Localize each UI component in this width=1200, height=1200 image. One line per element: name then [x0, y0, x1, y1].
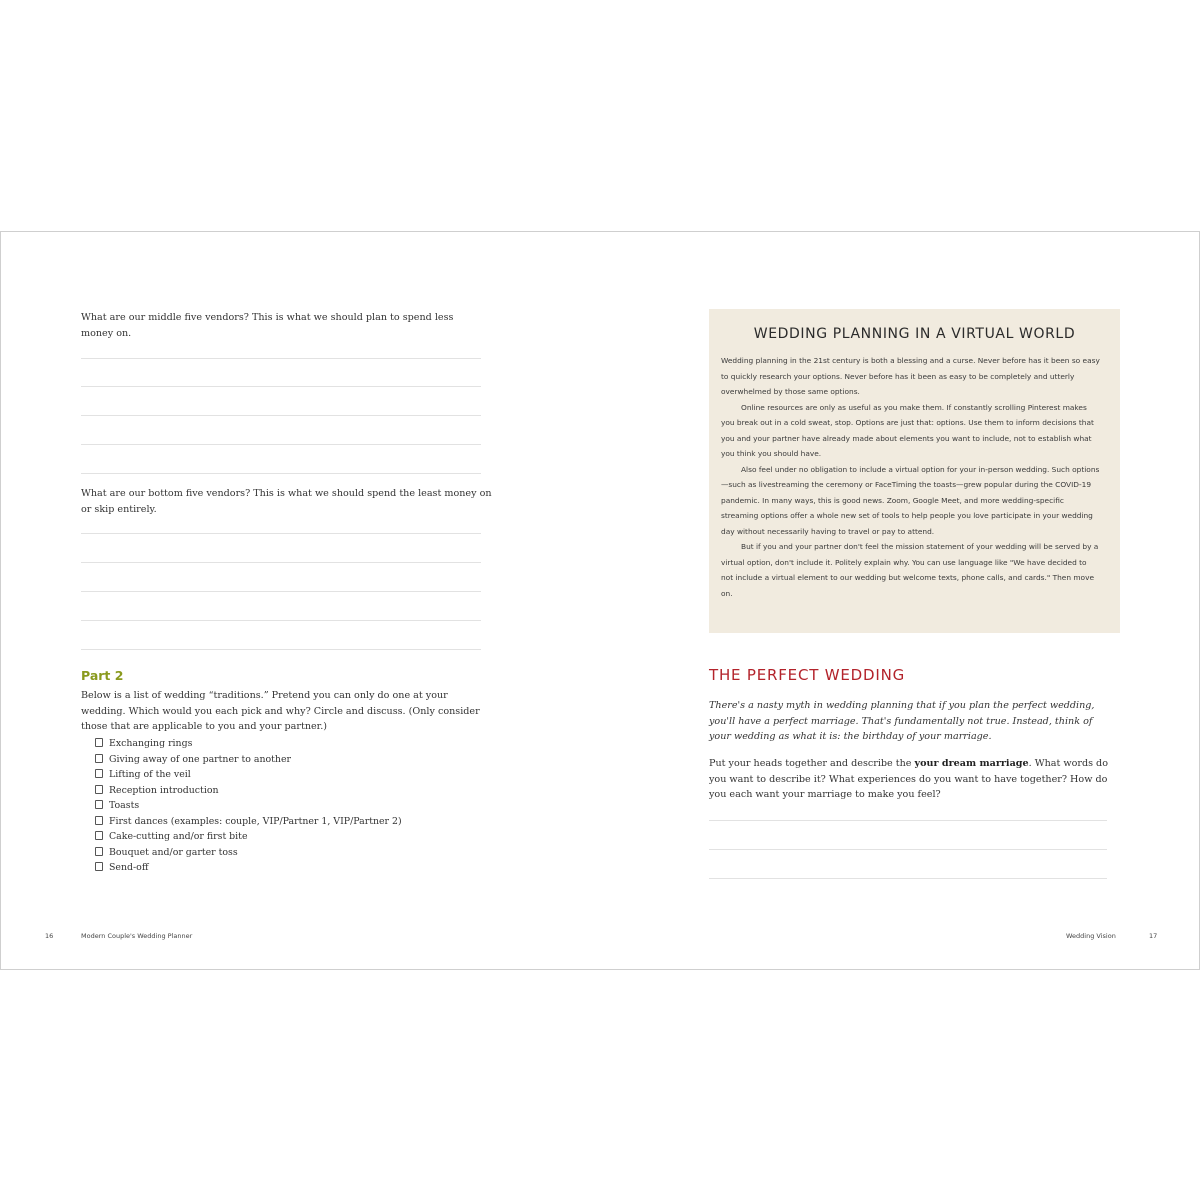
checklist-item[interactable]: Bouquet and/or garter toss [95, 845, 402, 861]
writing-line[interactable] [81, 473, 481, 474]
dream-marriage-prompt: Put your heads together and describe the your dream marriage. What words do you want to describe it? What experiences do you want to have together? How do you each want your marriage to make you feel? [709, 758, 1108, 800]
checkbox-icon[interactable] [95, 754, 103, 763]
checklist-item[interactable]: Exchanging rings [95, 736, 402, 752]
sidebar-paragraph: But if you and your partner don't feel the mission statement of your wedding will be served by a virtual option, don't include it. Politely explain why. You can use language like "We have decided to not include a virtual element to our wedding but welcome texts, phone calls, and cards." Then move on. [721, 542, 1099, 598]
page-number: 17 [1149, 932, 1158, 940]
writing-line[interactable] [81, 444, 481, 445]
book-spread [0, 231, 1200, 970]
writing-line[interactable] [709, 849, 1107, 850]
sidebar-title: WEDDING PLANNING IN A VIRTUAL WORLD [753, 326, 1076, 342]
writing-line[interactable] [81, 386, 481, 387]
writing-line[interactable] [81, 591, 481, 592]
page-number: 16 [45, 932, 54, 940]
checkbox-icon[interactable] [95, 847, 103, 856]
checklist-item[interactable]: Toasts [95, 798, 402, 814]
writing-line[interactable] [81, 620, 481, 621]
checklist-item[interactable]: Reception introduction [95, 783, 402, 799]
checklist-item[interactable]: Send-off [95, 860, 402, 876]
sidebar-body [721, 353, 1101, 601]
checkbox-icon[interactable] [95, 800, 103, 809]
running-footer: Wedding Vision [1066, 932, 1116, 940]
sidebar-paragraph: Online resources are only as useful as you make them. If constantly scrolling Pinterest makes you break out in a cold sweat, stop. Options are just that: options. Use them to inform decisions that you and your partner have already made about elements you want to include, not to establish what you think you should have. [721, 402, 1094, 458]
right-page [600, 232, 1199, 969]
checklist-item[interactable]: First dances (examples: couple, VIP/Partner 1, VIP/Partner 2) [95, 814, 402, 830]
question-middle-vendors: What are our middle five vendors? This is what we should plan to spend less money on. [81, 312, 454, 339]
writing-line[interactable] [81, 533, 481, 534]
virtual-world-sidebar [709, 309, 1120, 633]
part-2-heading: Part 2 [81, 668, 124, 683]
writing-line[interactable] [81, 415, 481, 416]
writing-line[interactable] [81, 358, 481, 359]
checkbox-icon[interactable] [95, 831, 103, 840]
writing-line[interactable] [81, 562, 481, 563]
checkbox-icon[interactable] [95, 785, 103, 794]
checkbox-icon[interactable] [95, 769, 103, 778]
checklist-item[interactable]: Giving away of one partner to another [95, 752, 402, 768]
left-page [1, 232, 600, 969]
dream-marriage-emphasis: your dream marriage [914, 758, 1029, 769]
writing-line[interactable] [709, 878, 1107, 879]
checkbox-icon[interactable] [95, 816, 103, 825]
checklist-item[interactable]: Cake-cutting and/or first bite [95, 829, 402, 845]
checklist-item[interactable]: Lifting of the veil [95, 767, 402, 783]
writing-line[interactable] [81, 649, 481, 650]
perfect-wedding-intro: There's a nasty myth in wedding planning that if you plan the perfect wedding, you'll have a perfect marriage. That's fundamentally not true. Instead, think of your wedding as what it is: the birthday of your marriage. [709, 700, 1095, 742]
sidebar-paragraph: Wedding planning in the 21st century is both a blessing and a curse. Never before has it been so easy to quickly research your options. Never before has it been as easy to be completely and utterly overwhelmed by those same options. [721, 356, 1100, 396]
checkbox-icon[interactable] [95, 738, 103, 747]
sidebar-paragraph: Also feel under no obligation to include a virtual option for your in-person wedding. Such options—such as livestreaming the ceremony or FaceTiming the toasts—grew popular during the COVID-19 pandemic. In many ways, this is good news. Zoom, Google Meet, and more wedding-specific streaming options offer a whole new set of tools to help people you love participate in your wedding day without necessarily having to travel or pay to attend. [721, 464, 1100, 536]
checkbox-icon[interactable] [95, 862, 103, 871]
perfect-wedding-heading: THE PERFECT WEDDING [709, 666, 906, 684]
traditions-checklist [95, 736, 402, 876]
writing-line[interactable] [709, 820, 1107, 821]
part-2-intro: Below is a list of wedding “traditions.” Pretend you can only do one at your wedding. Which would you each pick and why? Circle and discuss. (Only consider those that are applicable to you and your partner.) [81, 690, 480, 732]
running-footer: Modern Couple's Wedding Planner [81, 932, 193, 940]
question-bottom-vendors: What are our bottom five vendors? This is what we should spend the least money on or skip entirely. [81, 488, 492, 515]
